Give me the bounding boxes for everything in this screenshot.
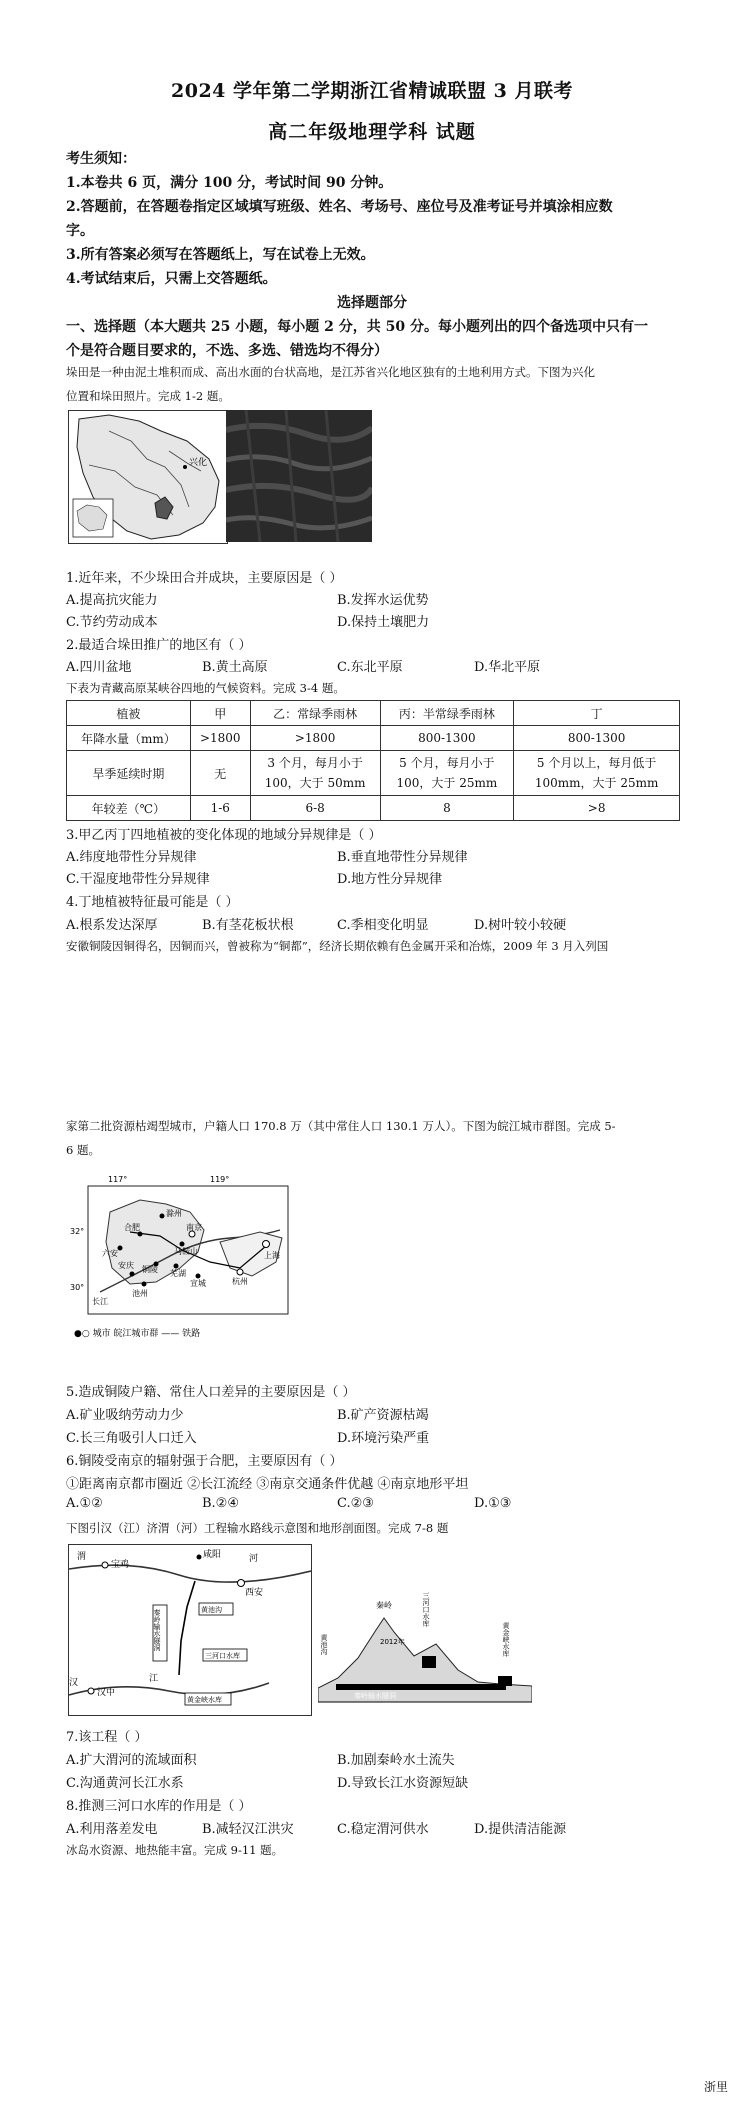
table-header-cell: 植被 [67,701,191,726]
city-label: 安庆 [118,1261,134,1270]
table-header-cell: 丁 [514,701,680,726]
section-title: 选择题部分 [337,295,407,311]
city-marker [102,1562,108,1568]
q5-option-a[interactable]: A.矿业吸纳劳动力少 [66,1408,184,1423]
map-label: 汉 [69,1678,79,1688]
profile-label: 黄金峡水库 [502,1622,510,1657]
page-footer: 浙里 [703,2080,728,2094]
river-label: 长江 [92,1297,108,1306]
table-cell: 800-1300 [380,726,514,751]
q4-option-d[interactable]: D.树叶较小较硬 [474,918,567,933]
reservoir-block [422,1656,436,1668]
table-cell: 800-1300 [514,726,680,751]
table-cell: 5 个月以上，每月低于 100mm，大于 25mm [514,751,680,796]
q6-option-c[interactable]: C.②③ [337,1496,374,1511]
duotian-photo-texture [226,410,372,542]
jiangsu-map-drawing [69,411,227,543]
wanjiang-map [70,1172,300,1352]
q1-option-a[interactable]: A.提高抗灾能力 [66,593,158,608]
intro-text: 垛田是一种由泥土堆积而成、高出水面的台状高地，是江苏省兴化地区独有的土地利用方式。下图为兴化 [66,365,595,379]
map-label: 三河口水库 [205,1652,240,1660]
city-label: 上海 [264,1251,280,1260]
q1-option-c[interactable]: C.节约劳动成本 [66,615,158,630]
table-header-cell: 乙：常绿季雨林 [250,701,380,726]
map-label: 江 [149,1674,159,1684]
q7-option-b[interactable]: B.加剧秦岭水土流失 [337,1753,455,1768]
q6-option-a[interactable]: A.①② [66,1496,103,1511]
table-cell: >8 [514,796,680,821]
section-instructions: 个是符合题目要求的，不选、多选、错选均不得分） [66,343,388,359]
map-label: 黄池沟 [201,1606,222,1614]
reservoir-block [498,1676,512,1686]
exam-title: 2024 学年第二学期浙江省精诚联盟 3 月联考 [171,80,573,102]
map-label: 黄金峡水库 [187,1696,222,1704]
city-marker [237,1269,243,1275]
table-cell: 无 [190,751,250,796]
q2-option-b[interactable]: B.黄土高原 [202,660,268,675]
city-label: 马鞍山 [174,1247,198,1256]
q4-option-b[interactable]: B.有茎花板状根 [202,918,294,933]
city-label: 铜陵 [142,1265,158,1274]
city-marker [138,1232,143,1237]
table-cell: 年降水量（mm） [67,726,191,751]
map-label: 宝鸡 [111,1560,130,1570]
intro-text: 下图引汉（江）济渭（河）工程输水路线示意图和地形剖面图。完成 7-8 题 [66,1521,449,1535]
q7-option-c[interactable]: C.沟通黄河长江水系 [66,1776,184,1791]
intro-text: 家第二批资源枯竭型城市，户籍人口 170.8 万（其中常住人口 130.1 万人）。下图为皖江城市群图。完成 5- [66,1119,616,1133]
city-marker [118,1246,123,1251]
q7-option-a[interactable]: A.扩大渭河的流域面积 [66,1753,197,1768]
q2-option-d[interactable]: D.华北平原 [474,660,541,675]
table-cell: >1800 [190,726,250,751]
table-cell: 1-6 [190,796,250,821]
section-instructions: 一、选择题（本大题共 25 小题，每小题 2 分，共 50 分。每小题列出的四个备选项中只有一 [66,319,648,335]
map-lat-label: 32° [70,1227,85,1236]
q8-option-c[interactable]: C.稳定渭河供水 [337,1822,429,1837]
question-2-stem: 2.最适合垛田推广的地区有（ ） [66,638,252,653]
map-label: 河 [249,1554,259,1564]
question-6-stem: 6.铜陵受南京的辐射强于合肥，主要原因有（ ） [66,1454,343,1469]
city-marker [180,1242,185,1247]
map-lon-label: 119° [210,1175,230,1184]
q6-option-b[interactable]: B.②④ [202,1496,239,1511]
notice-item: 3.所有答案必须写在答题纸上，写在试卷上无效。 [66,247,375,263]
city-marker [263,1241,270,1248]
map-label: 汉中 [97,1688,116,1698]
water-transfer-map-drawing [69,1545,311,1715]
q8-option-a[interactable]: A.利用落差发电 [66,1822,158,1837]
city-label: 宣城 [190,1279,206,1288]
notice-item: 1.本卷共 6 页，满分 100 分，考试时间 90 分钟。 [66,175,393,191]
profile-label: 秦岭输水隧洞 [354,1692,396,1700]
table-cell: 3 个月，每月小于 100，大于 50mm [250,751,380,796]
q5-option-d[interactable]: D.环境污染严重 [337,1431,430,1446]
climate-table [66,700,680,821]
table-cell: 5 个月，每月小于 100，大于 25mm [380,751,514,796]
profile-label: 黄池沟 [320,1634,328,1655]
q3-option-d[interactable]: D.地方性分异规律 [337,872,443,887]
q5-option-c[interactable]: C.长三角吸引人口迁入 [66,1431,197,1446]
exam-subtitle: 高二年级地理学科 试题 [268,121,476,143]
q4-option-c[interactable]: C.季相变化明显 [337,918,429,933]
intro-text: 6 题。 [66,1143,100,1157]
q3-option-b[interactable]: B.垂直地带性分异规律 [337,850,468,865]
q5-option-b[interactable]: B.矿产资源枯竭 [337,1408,429,1423]
map-label: 西安 [245,1588,264,1598]
terrain-profile-drawing [318,1584,532,1714]
city-marker [160,1214,165,1219]
q8-option-d[interactable]: D.提供清洁能源 [474,1822,567,1837]
q6-statements: ①距离南京都市圈近 ②长江流经 ③南京交通条件优越 ④南京地形平坦 [66,1477,469,1492]
city-label: 六安 [102,1249,118,1258]
table-header-cell: 甲 [190,701,250,726]
question-4-stem: 4.丁地植被特征最可能是（ ） [66,895,239,910]
table-row [67,726,680,751]
q3-option-a[interactable]: A.纬度地带性分异规律 [66,850,197,865]
city-marker [88,1688,94,1694]
jiangsu-map [68,410,228,544]
map-lon-label: 117° [108,1175,128,1184]
city-marker [196,1274,201,1279]
table-cell: 6-8 [250,796,380,821]
tunnel-route [179,1581,195,1675]
intro-text: 安徽铜陵因铜得名，因铜而兴，曾被称为“铜都”，经济长期依赖有色金属开采和冶炼，2009 年 3 月入列国 [66,939,609,953]
q4-option-a[interactable]: A.根系发达深厚 [66,918,158,933]
city-marker [130,1272,135,1277]
q1-option-b[interactable]: B.发挥水运优势 [337,593,429,608]
notice-item: 2.答题前，在答题卷指定区域填写班级、姓名、考场号、座位号及准考证号并填涂相应数 [66,199,613,215]
question-7-stem: 7.该工程（ ） [66,1730,148,1745]
wanjiang-map-drawing [70,1172,300,1352]
notice-item: 4.考试结束后，只需上交答题纸。 [66,271,277,287]
q8-option-b[interactable]: B.减轻汉江洪灾 [202,1822,294,1837]
map-label-xinghua: 兴化 [189,458,208,468]
city-marker [174,1264,179,1269]
city-label: 芜湖 [170,1269,186,1278]
tunnel-bar [336,1684,506,1690]
profile-label: 三河口水库 [422,1592,430,1627]
map-label: 渭 [77,1552,87,1562]
duotian-photo [226,410,372,542]
intro-text: 下表为青藏高原某峡谷四地的气候资料。完成 3-4 题。 [66,681,345,695]
city-label: 滁州 [166,1209,182,1218]
question-3-stem: 3.甲乙丙丁四地植被的变化体现的地域分异规律是（ ） [66,828,382,843]
notice-item: 字。 [66,223,94,239]
city-label: 杭州 [232,1277,248,1286]
map-lat-label: 30° [70,1283,85,1292]
table-header-cell: 丙：半常绿季雨林 [380,701,514,726]
terrain-profile [318,1584,532,1714]
q6-option-d[interactable]: D.①③ [474,1496,512,1511]
q2-option-a[interactable]: A.四川盆地 [66,660,132,675]
table-cell: >1800 [250,726,380,751]
table-cell: 8 [380,796,514,821]
question-5-stem: 5.造成铜陵户籍、常住人口差异的主要原因是（ ） [66,1385,356,1400]
table-row [67,751,680,796]
intro-text: 冰岛水资源、地热能丰富。完成 9-11 题。 [66,1843,284,1857]
question-8-stem: 8.推测三河口水库的作用是（ ） [66,1799,252,1814]
q2-option-c[interactable]: C.东北平原 [337,660,403,675]
profile-label: 秦岭 [376,1601,392,1610]
table-row [67,796,680,821]
city-label: 合肥 [124,1223,140,1232]
map-label: 咸阳 [203,1550,222,1560]
city-marker [142,1282,147,1287]
notice-heading: 考生须知： [66,151,136,167]
table-cell: 旱季延续时期 [67,751,191,796]
city-marker [238,1580,245,1587]
city-label: 南京 [186,1223,202,1232]
profile-label: 2012年 [380,1638,405,1646]
q3-option-c[interactable]: C.干湿度地带性分异规律 [66,872,210,887]
intro-text: 位置和垛田照片。完成 1-2 题。 [66,389,230,403]
map-legend: ●○ 城市 皖江城市群 —— 铁路 [74,1329,201,1339]
water-transfer-map [68,1544,312,1716]
city-marker [197,1555,202,1560]
map-label: 秦岭输水隧洞 [153,1609,161,1651]
q7-option-d[interactable]: D.导致长江水资源短缺 [337,1776,469,1791]
city-label: 池州 [132,1289,148,1298]
q1-option-d[interactable]: D.保持土壤肥力 [337,615,430,630]
table-cell: 年较差（℃） [67,796,191,821]
question-1-stem: 1.近年来，不少垛田合并成块，主要原因是（ ） [66,571,343,586]
table-header-row [67,701,680,726]
